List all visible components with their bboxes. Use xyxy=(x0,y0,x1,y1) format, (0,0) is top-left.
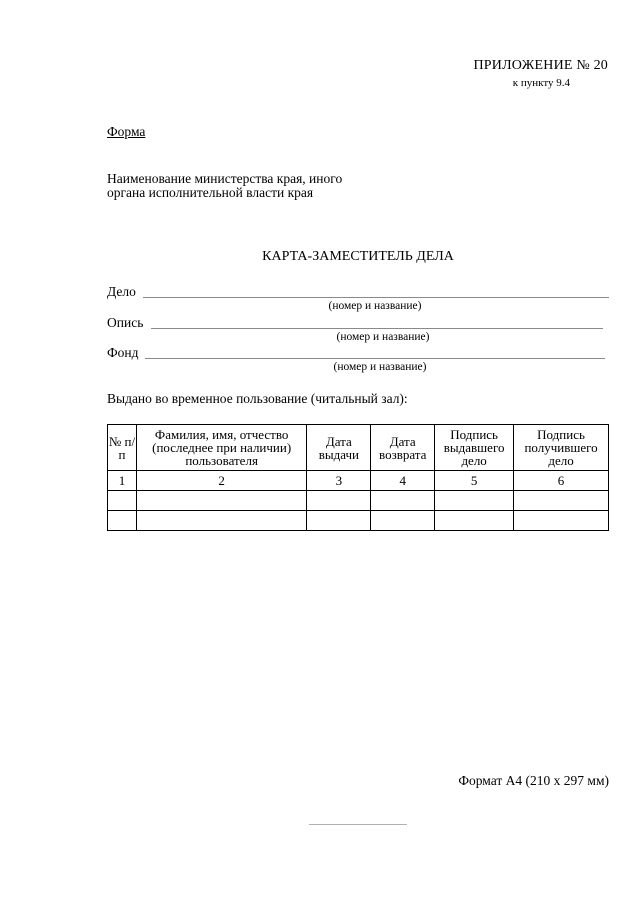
organization-name: Наименование министерства края, иного органа исполнительной власти края xyxy=(107,171,343,200)
footer-divider xyxy=(309,824,407,825)
issued-text: Выдано во временное пользование (читальный зал): xyxy=(107,391,408,406)
header-issue-date: Дата выдачи xyxy=(307,425,371,471)
field-inventory-hint: (номер и название) xyxy=(336,331,430,343)
table-cell xyxy=(108,511,137,531)
header-full-name: Фамилия, имя, отчество (последнее при наличии) пользователя xyxy=(136,425,306,471)
appendix-subtitle: к пункту 9.4 xyxy=(512,77,570,89)
header-number: № п/п xyxy=(108,425,137,471)
header-receiver-signature: Подпись получившего дело xyxy=(514,425,609,471)
column-number-row xyxy=(108,471,609,491)
appendix-title: ПРИЛОЖЕНИЕ № 20 xyxy=(473,58,608,73)
table-row xyxy=(108,491,609,511)
field-fund-line xyxy=(145,358,605,359)
table-cell xyxy=(307,511,371,531)
table-cell xyxy=(514,491,609,511)
header-return-date: Дата возврата xyxy=(371,425,435,471)
table-cell xyxy=(435,491,514,511)
table-cell xyxy=(371,511,435,531)
card-title: КАРТА-ЗАМЕСТИТЕЛЬ ДЕЛА xyxy=(262,249,454,264)
table-cell xyxy=(108,491,137,511)
header-issuer-signature: Подпись выдавшего дело xyxy=(435,425,514,471)
field-fund-label: Фонд xyxy=(107,345,139,360)
table-cell xyxy=(136,511,306,531)
field-inventory-label: Опись xyxy=(107,315,144,330)
column-number: 5 xyxy=(435,471,514,491)
field-case-hint: (номер и название) xyxy=(328,300,422,312)
table-header-row xyxy=(108,425,609,471)
field-fund-hint: (номер и название) xyxy=(333,361,427,373)
table-cell xyxy=(371,491,435,511)
column-number: 3 xyxy=(307,471,371,491)
field-case-label: Дело xyxy=(107,284,136,299)
form-label: Форма xyxy=(107,124,146,139)
column-number: 2 xyxy=(136,471,306,491)
column-number: 4 xyxy=(371,471,435,491)
column-number: 6 xyxy=(514,471,609,491)
field-inventory-line xyxy=(151,328,603,329)
field-case-line xyxy=(143,297,609,298)
table-cell xyxy=(136,491,306,511)
table-cell xyxy=(435,511,514,531)
format-note: Формат А4 (210 х 297 мм) xyxy=(458,773,609,788)
table-row xyxy=(108,511,609,531)
column-number: 1 xyxy=(108,471,137,491)
usage-table xyxy=(107,424,609,531)
table-cell xyxy=(514,511,609,531)
table-cell xyxy=(307,491,371,511)
